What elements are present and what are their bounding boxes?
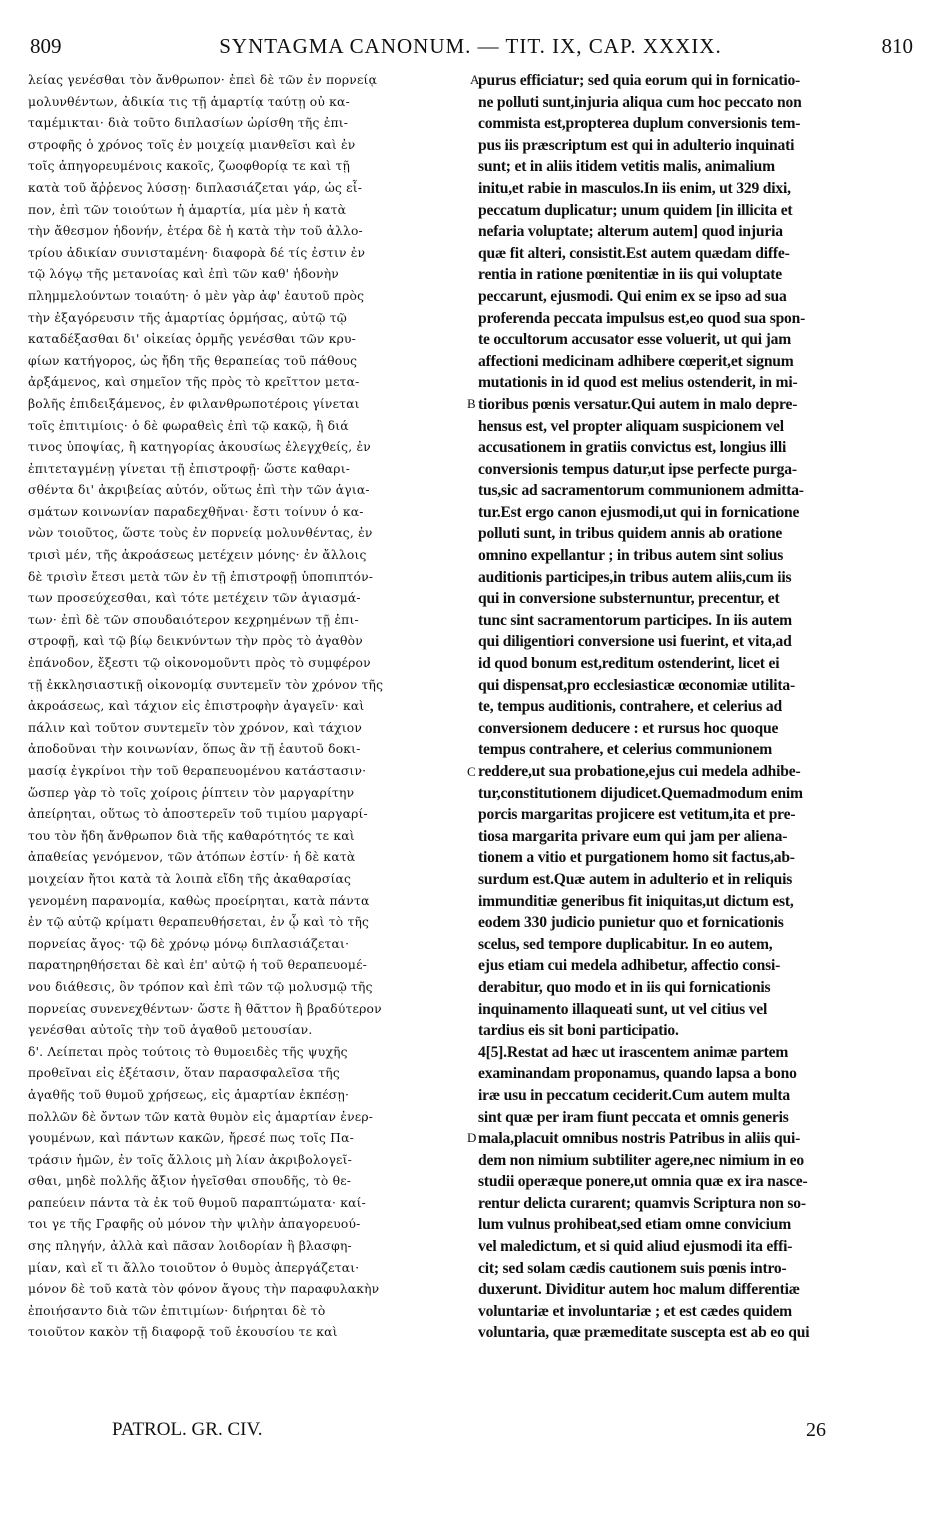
- text-line: τὴν ἐξαγόρευσιν τῆς ἁμαρτίας ὁρμήσας, αὐτῷ τῷ: [28, 310, 347, 325]
- text-line: κατὰ τοῦ ἄῤῥενος λύσσῃ· διπλασιάζεται γάρ, ὡς εἶ-: [28, 180, 363, 195]
- text-line: tardius eis sit boni participatio.: [478, 1022, 679, 1040]
- text-line: rentia in ratione pœnitentiæ in iis qui voluptate: [478, 266, 782, 284]
- text-line: τῇ ἐκκλησιαστικῇ οἰκονομίᾳ συντεμεῖν τὸν χρόνον τῆς: [28, 677, 384, 692]
- text-line: eodem 330 judicio punietur quo et fornicationis: [478, 914, 784, 932]
- text-line: μοιχείαν ἤτοι κατὰ τὰ λοιπὰ εἴδη τῆς ἀκαθαρσίας: [28, 871, 352, 886]
- text-line: τράσιν ἡμῶν, ἐν τοῖς ἄλλοις μὴ λίαν ἀκριβολογεῖ-: [28, 1152, 352, 1167]
- text-line: ne polluti sunt,injuria aliqua cum hoc peccato non: [478, 93, 802, 111]
- text-line: conversionem deducere : et rursus hoc quoque: [478, 719, 779, 737]
- text-line: τοῖς ἐπιτιμίοις· ὁ δὲ φωραθεὶς ἐπὶ τῷ κακῷ, ἢ διά: [28, 418, 349, 433]
- text-line: rentur delicta curarent; quamvis Scriptura non so-: [478, 1194, 806, 1212]
- text-line: ἀπαθείας γενόμενον, τῶν ἀτόπων ἐστίν· ἡ δὲ κατὰ: [28, 850, 356, 865]
- text-line: polluti sunt, in tribus quidem annis ab oratione: [478, 525, 783, 543]
- text-line: affectioni medicinam adhibere cœperit,et signum: [478, 352, 794, 370]
- text-line: vel maledictum, et si quid aliud ejusmodi ita effi-: [478, 1238, 793, 1256]
- text-line: sunt; et in aliis itidem vetitis malis, animalium: [478, 158, 775, 176]
- text-line: τινος ὑποψίας, ἢ κατηγορίας ἀκουσίως ἐλεγχθείς, ἐν: [28, 440, 371, 455]
- text-line: ἐπάνοδον, ἔξεστι τῷ οἰκονομοῦντι πρὸς τὸ συμφέρον: [28, 656, 371, 671]
- page-number-right: 810: [881, 34, 913, 58]
- text-line: βολῆς ἐπιδειξάμενος, ἐν φιλανθρωποτέροις γίνεται: [28, 396, 360, 411]
- footer-signature: 26: [806, 1419, 826, 1441]
- text-line: immunditiæ generibus fit iniquitas,ut dictum est,: [478, 892, 794, 910]
- text-line: μίαν, καὶ εἴ τι ἄλλο τοιοῦτον ὁ θυμὸς ἀπεργάζεται·: [28, 1260, 360, 1275]
- text-line: reddere,ut sua probatione,ejus cui medela adhibe-: [478, 763, 801, 780]
- text-line: mala,placuit omnibus nostris Patribus in aliis qui-: [478, 1130, 801, 1148]
- page-number-left: 809: [30, 34, 62, 58]
- text-line: surdum est.Quæ autem in adulterio et in reliquis: [478, 870, 793, 888]
- text-line: μόνον δὲ τοῦ κατὰ τὸν φόνον ἄγους τὴν παραφυλακὴν: [28, 1282, 380, 1297]
- text-line: nefaria voluptate; alterum autem] quod injuria: [478, 223, 783, 241]
- text-line: πον, ἐπὶ τῶν τοιούτων ἡ ἁμαρτία, μία μὲν ἡ κατὰ: [28, 202, 347, 217]
- text-line: derabitur, quo modo et in iis qui fornicationis: [478, 978, 771, 996]
- text-line: προθεῖναι εἰς ἐξέτασιν, ὅταν παρασφαλεῖσα τῆς: [28, 1066, 340, 1081]
- text-line: cit; sed solam cædis cautionem suis pœnis intro-: [478, 1259, 787, 1277]
- text-line: tioribus pœnis versatur.Qui autem in malo depre-: [478, 395, 798, 413]
- text-line: φίων κατήγορος, ὡς ἤδη τῆς θεραπείας τοῦ πάθους: [28, 353, 358, 368]
- text-line: νὼν τοιοῦτος, ὥστε τοὺς ἐν πορνείᾳ μολυνθέντας, ἐν: [28, 526, 373, 541]
- text-line: tur,constitutionem dijudicet.Quemadmodum enim: [478, 784, 803, 802]
- text-line: τοιοῦτον κακὸν τῇ διαφορᾷ τοῦ ἑκουσίου τε καὶ: [28, 1325, 338, 1340]
- text-line: iræ usu in peccatum ceciderit.Cum autem multa: [478, 1086, 790, 1104]
- text-line: proferenda peccata impulsus est,eo quod sua spon-: [478, 309, 806, 327]
- text-line: 4[5].Restat ad hæc ut irascentem animæ partem: [478, 1043, 789, 1061]
- text-line: dem non nimium subtiliter agere,nec nimium in eo: [478, 1151, 804, 1169]
- page-footer: [112, 1419, 902, 1451]
- text-line: μολυνθέντων, ἀδικία τις τῇ ἁμαρτίᾳ ταύτῃ οὐ κα-: [28, 94, 350, 109]
- text-line: te, tempus auditionis, contrahere, et celerius ad: [478, 698, 782, 716]
- text-line: porcis margaritas projicere est vetitum,ita et pre-: [478, 806, 796, 824]
- text-line: ἀγαθῆς τοῦ θυμοῦ χρήσεως, εἰς ἁμαρτίαν ἐκπέσῃ·: [28, 1087, 350, 1102]
- text-line: scelus, sed tempore duplicabitur. In eo autem,: [478, 935, 773, 953]
- text-line: accusationem in gratiis convictus est, longius illi: [478, 439, 787, 457]
- text-line: γουμένων, καὶ πάντων κακῶν, ἤρεσέ πως τοῖς Πα-: [28, 1131, 354, 1146]
- text-line: commista est,propterea duplum conversionis tem-: [478, 115, 801, 133]
- text-line: tiosa margarita privare eum qui jam per aliena-: [478, 827, 788, 845]
- text-line: τῷ λόγῳ τῆς μετανοίας καὶ ἐπὶ τῶν καθ' ἡδονὴν: [28, 267, 339, 282]
- text-line: duxerunt. Dividitur autem hoc malum differentiæ: [478, 1281, 800, 1299]
- text-line: γενομένη παρανομία, καθὼς προείρηται, κατὰ πάντα: [28, 893, 370, 908]
- text-line: lum vulnus prohibeat,sed etiam omne convicium: [478, 1216, 792, 1234]
- text-line: πορνείας ἄγος· τῷ δὲ χρόνῳ μόνῳ διπλασιάζεται·: [28, 936, 350, 951]
- text-line: πολλῶν δὲ ὄντων τῶν κατὰ θυμὸν εἰς ἁμαρτίαν ἐνερ-: [28, 1109, 374, 1124]
- text-line: quæ fit alteri, consistit.Est autem quædam diffe-: [478, 244, 790, 262]
- text-line: qui in conversione substernuntur, precentur, et: [478, 590, 780, 608]
- text-line: στροφῆς ὁ χρόνος τοῖς ἐν μοιχείᾳ μιανθεῖσι καὶ ἐν: [28, 137, 356, 152]
- text-line: ἀποδοῦναι τὴν κοινωνίαν, ὅπως ἂν τῇ ἑαυτοῦ δοκι-: [28, 742, 361, 757]
- text-line: peccatum duplicatur; unum quidem [in illicita et: [478, 201, 793, 219]
- text-line: τὴν ἄθεσμον ἡδονήν, ἑτέρα δὲ ἡ κατὰ τὴν τοῦ ἀλλο-: [28, 224, 363, 239]
- text-line: πλημμελούντων τοιαύτη· ὁ μὲν γὰρ ἀφ' ἑαυτοῦ πρὸς: [28, 288, 365, 303]
- text-line: omnino expellantur ; in tribus autem sint solius: [478, 547, 784, 565]
- text-line: examinandam proponamus, quando lapsa a bono: [478, 1065, 797, 1083]
- text-line: τοι γε τῆς Γραφῆς οὐ μόνον τὴν ψιλὴν ἀπαγορευού-: [28, 1217, 361, 1232]
- text-line: qui diligentiori conversione usi fuerint, et vita,ad: [478, 633, 792, 651]
- text-line: ejus etiam cui medela adhibetur, affectio consi-: [478, 957, 781, 975]
- text-line: ἐν τῷ αὐτῷ κρίματι θεραπευθήσεται, ἐν ᾧ καὶ τὸ τῆς: [28, 915, 370, 930]
- text-line: καταδέξασθαι δι' οἰκείας ὁρμῆς γενέσθαι τῶν κρυ-: [28, 332, 357, 347]
- text-line: ἀρξάμενος, καὶ σημεῖον τῆς πρὸς τὸ κρεῖττον μετα-: [28, 375, 360, 390]
- page-header: [28, 34, 913, 64]
- text-line: σης πληγήν, ἀλλὰ καὶ πᾶσαν λοιδορίαν ἢ βλασφη-: [28, 1239, 352, 1254]
- text-line: mutationis in id quod est melius ostenderit, in mi-: [478, 374, 798, 392]
- text-line: των· ἐπὶ δὲ τῶν σπουδαιότερον κεχρημένων τῇ ἐπι-: [28, 612, 359, 627]
- text-line: λείας γενέσθαι τὸν ἄνθρωπον· ἐπεὶ δὲ τῶν ἐν πορνείᾳ: [28, 73, 378, 87]
- text-line: hensus est, vel propter aliquam suspicionem vel: [478, 417, 784, 435]
- text-line: sint quæ per iram fiunt peccata et omnis generis: [478, 1108, 789, 1126]
- text-line: voluntaria, quæ præmeditate suscepta est ab eo qui: [478, 1324, 810, 1342]
- text-line: των προσεύχεσθαι, καὶ τότε μετέχειν τῶν ἁγιασμά-: [28, 591, 361, 606]
- text-line: tur.Est ergo canon ejusmodi,ut qui in fornicatione: [478, 503, 800, 521]
- text-line: initu,et rabie in masculos.In iis enim, ut 329 dixi,: [478, 179, 791, 197]
- text-line: ὥσπερ γὰρ τὸ τοῖς χοίροις ῥίπτειν τὸν μαργαρίτην: [28, 785, 355, 800]
- text-line: παρατηρηθήσεται δὲ καὶ ἐπ' αὐτῷ ἡ τοῦ θεραπευομέ-: [28, 958, 367, 973]
- text-line: πάλιν καὶ τοῦτον συντεμεῖν τὸν χρόνον, καὶ τάχιον: [28, 720, 363, 735]
- text-line: peccarunt, ejusmodi. Qui enim ex se ipso ad sua: [478, 287, 787, 305]
- text-line: δ'. Λείπεται πρὸς τούτοις τὸ θυμοειδὲς τῆς ψυχῆς: [28, 1044, 348, 1059]
- text-line: του τὸν ἤδη ἄνθρωπον διὰ τῆς καθαρότητός τε καὶ: [28, 828, 355, 843]
- section-marker-a: A: [470, 72, 480, 87]
- text-line: ταμέμικται· διὰ τοῦτο διπλασίων ὡρίσθη τῆς ἐπι-: [28, 116, 349, 131]
- text-line: qui dispensat,pro ecclesiasticæ œconomiæ utilita-: [478, 676, 795, 694]
- text-line: τρισὶ μέν, τῆς ἀκροάσεως μετέχειν μόνης· ἐν ἄλλοις: [28, 548, 367, 563]
- section-marker-b: B: [467, 396, 476, 411]
- text-line: tunc sint sacramentorum participes. In iis autem: [478, 611, 792, 629]
- text-line: στροφῇ, καὶ τῷ βίῳ δεικνύντων τὴν πρὸς τὸ ἀγαθὸν: [28, 634, 363, 649]
- section-marker-d: D: [467, 1130, 477, 1145]
- footer-series: PATROL. GR. CIV.: [112, 1419, 263, 1440]
- text-line: δὲ τρισὶν ἔτεσι μετὰ τῶν ἐν τῇ ἐπιστροφῇ ὑποπιπτόν-: [28, 569, 374, 584]
- text-line: purus efficiatur; sed quia eorum qui in fornicatio-: [478, 72, 801, 89]
- text-line: ραπεύειν πάντα τὰ ἐκ τοῦ θυμοῦ παραπτώματα· καί-: [28, 1195, 366, 1210]
- text-line: ἐποιήσαντο διὰ τῶν ἐπιτιμίων· διήρηται δὲ τὸ: [28, 1303, 326, 1318]
- text-line: auditionis participes,in tribus autem aliis,cum iis: [478, 568, 792, 586]
- text-line: tempus contrahere, et celerius communionem: [478, 741, 773, 759]
- greek-column: [28, 70, 472, 1344]
- text-line: γενέσθαι αὐτοῖς τὴν τοῦ ἀγαθοῦ μετουσίαν.: [28, 1023, 313, 1038]
- text-line: πορνείας συνενεχθέντων· ὥστε ἢ θᾶττον ἢ βραδύτερον: [28, 1001, 382, 1016]
- text-line: σθέντα δι' ἀκριβείας αὐτόν, οὕτως ἐπὶ τὴν τῶν ἁγια-: [28, 483, 370, 498]
- text-line: voluntariæ et involuntariæ ; et est cædes quidem: [478, 1302, 792, 1320]
- running-title: SYNTAGMA CANONUM. — TIT. IX, CAP. XXXIX.: [219, 34, 722, 58]
- text-line: τοῖς ἀπηγορευμένοις κακοῖς, ζωοφθορίᾳ τε καὶ τῇ: [28, 159, 351, 174]
- text-line: tus,sic ad sacramentorum communionem admitta-: [478, 482, 804, 500]
- section-marker-c: C: [467, 764, 476, 779]
- text-line: μασίᾳ ἐγκρίνοι τὴν τοῦ θεραπευομένου κατάστασιν·: [28, 764, 367, 778]
- text-line: ἀπείρηται, οὕτως τὸ ἀποστερεῖν τοῦ τιμίου μαργαρί-: [28, 807, 368, 822]
- text-line: conversionis tempus datur,ut ipse perfecte purga-: [478, 460, 797, 478]
- text-line: σμάτων κοινωνίαν παραδεχθῆναι· ἔστι τοίνυν ὁ κα-: [28, 504, 364, 519]
- text-line: te occultorum accusator esse voluerit, ut qui jam: [478, 331, 791, 349]
- text-line: pus iis præscriptum est qui in adulterio inquinati: [478, 136, 795, 154]
- text-line: ἀκροάσεως, καὶ τάχιον εἰς ἐπιστροφὴν ἀγαγεῖν· καὶ: [28, 699, 365, 714]
- text-line: τρίου ἀδικίαν συνισταμένη· διαφορὰ δέ τίς ἐστιν ἐν: [28, 245, 366, 260]
- text-line: σθαι, μηδὲ πολλῆς ἄξιον ἡγεῖσθαι σπουδῆς, τὸ θε-: [28, 1174, 352, 1189]
- latin-column: [478, 70, 911, 1344]
- text-line: νου διάθεσις, ὃν τρόπον καὶ ἐπὶ τῶν τῷ μολυσμῷ τῆς: [28, 979, 373, 994]
- text-line: studii operæque ponere,ut omnia quæ ex ira nasce-: [478, 1173, 808, 1191]
- text-line: ἐπιτεταγμένῃ γίνεται τῇ ἐπιστροφῇ· ὥστε καθαρι-: [28, 461, 351, 476]
- text-line: id quod bonum est,reditum ostenderint, licet ei: [478, 655, 780, 673]
- text-line: tionem a vitio et purgationem homo sit factus,ab-: [478, 849, 795, 867]
- text-line: inquinamento illaqueati sunt, ut vel citius vel: [478, 1000, 768, 1018]
